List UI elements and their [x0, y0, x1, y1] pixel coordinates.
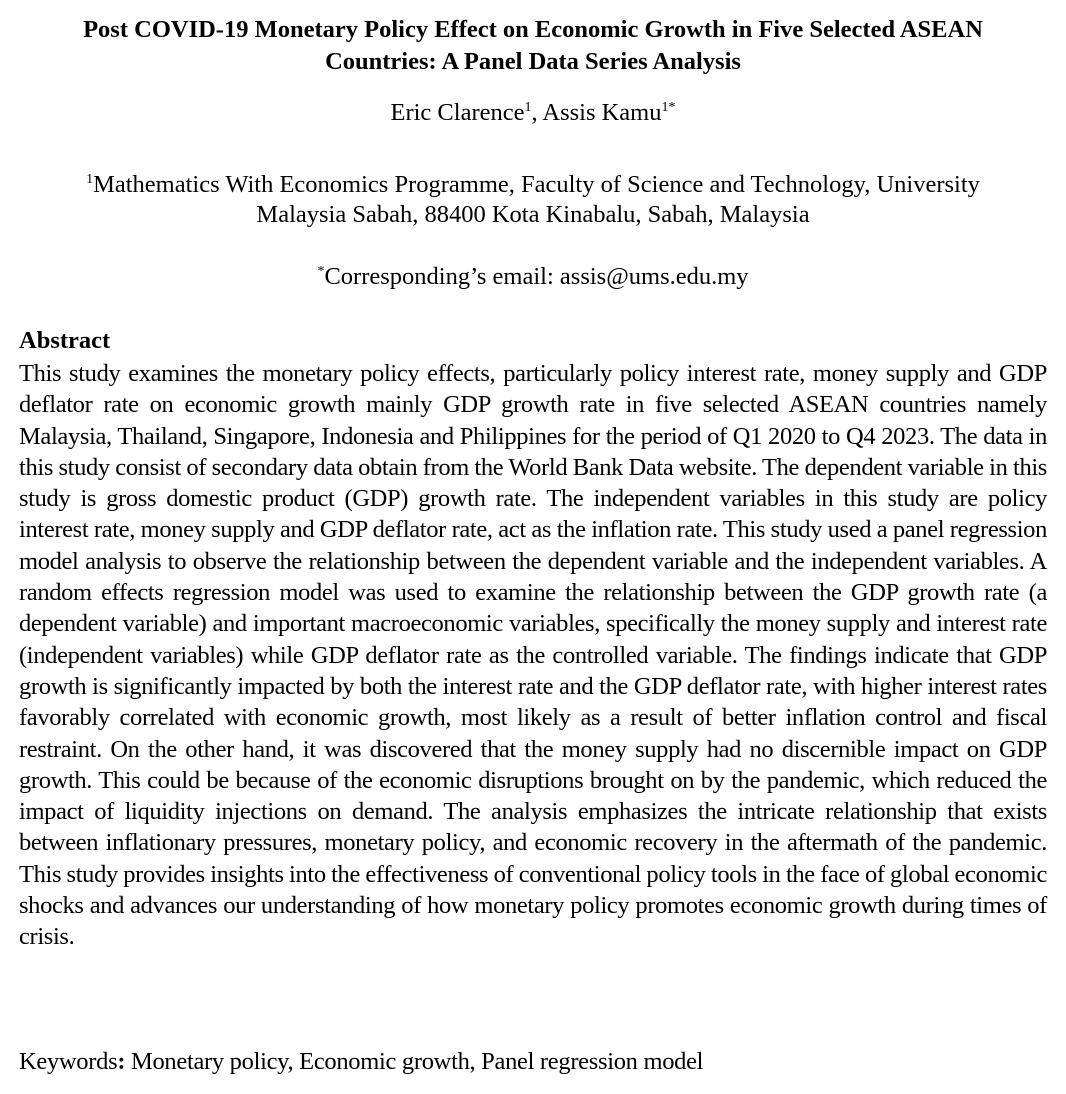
abstract-heading: Abstract — [19, 327, 111, 354]
author-separator: , — [531, 99, 543, 126]
paper-title — [0, 14, 1066, 78]
affiliation-mark: 1 — [86, 172, 94, 187]
title-line-1: Post COVID-19 Monetary Policy Effect on Economic Growth in Five Selected ASEAN — [83, 16, 983, 43]
keywords-colon: : — [117, 1048, 126, 1075]
keywords-text: Monetary policy, Economic growth, Panel regression model — [125, 1048, 704, 1075]
title-line-2: Countries: A Panel Data Series Analysis — [325, 48, 741, 75]
affiliation-line-1: Mathematics With Economics Programme, Faculty of Science and Technology, University — [93, 171, 980, 198]
author-list — [0, 97, 1066, 129]
abstract-body: This study examines the monetary policy effects, particularly policy interest rate, money supply and GDP deflator rate on economic growth mainly GDP growth rate in five selected ASEAN countries namely Malaysia, Thailand, Singapore, Indonesia and Philippines for the period of Q1 2020 to Q4 2023. The data in this study consist of secondary data obtain from the World Bank Data website. The dependent variable in this study is gross domestic product (GDP) growth rate. The independent variables in this study are policy interest rate, money supply and GDP deflator rate, act as the inflation rate. This study used a panel regression model analysis to observe the relationship between the dependent variable and the independent variables. A random effects regression model was used to examine the relationship between the GDP growth rate (a dependent variable) and important macroeconomic variables, specifically the money supply and interest rate (independent variables) while GDP deflator rate as the controlled variable. The findings indicate that GDP growth is significantly impacted by both the interest rate and the GDP deflator rate, with higher interest rates favorably correlated with economic growth, most likely as a result of better inflation control and fiscal restraint. On the other hand, it was discovered that the money supply had no discernible impact on GDP growth. This could be because of the economic disruptions brought on by the pandemic, which reduced the impact of liquidity injections on demand. The analysis emphasizes the intricate relationship that exists between inflationary pressures, monetary policy, and economic recovery in the aftermath of the pandemic. This study provides insights into the effectiveness of conventional policy tools in the face of global economic shocks and advances our understanding of how monetary policy promotes economic growth during times of crisis. — [19, 360, 1047, 951]
corresponding-email-text: Corresponding’s email: assis@ums.edu.my — [324, 263, 749, 290]
affiliation-line-2: Malaysia Sabah, 88400 Kota Kinabalu, Sabah, Malaysia — [256, 201, 810, 228]
author-name: Eric Clarence — [390, 99, 525, 126]
corresponding-mark: * — [317, 264, 325, 279]
author-affiliation-mark: 1 — [524, 100, 532, 115]
keywords — [19, 1046, 703, 1078]
corresponding-email — [0, 261, 1066, 293]
affiliation — [0, 170, 1066, 230]
author-name: Assis Kamu — [542, 99, 662, 126]
keywords-label: Keywords — [19, 1048, 118, 1075]
author-affiliation-mark: 1* — [661, 100, 676, 115]
